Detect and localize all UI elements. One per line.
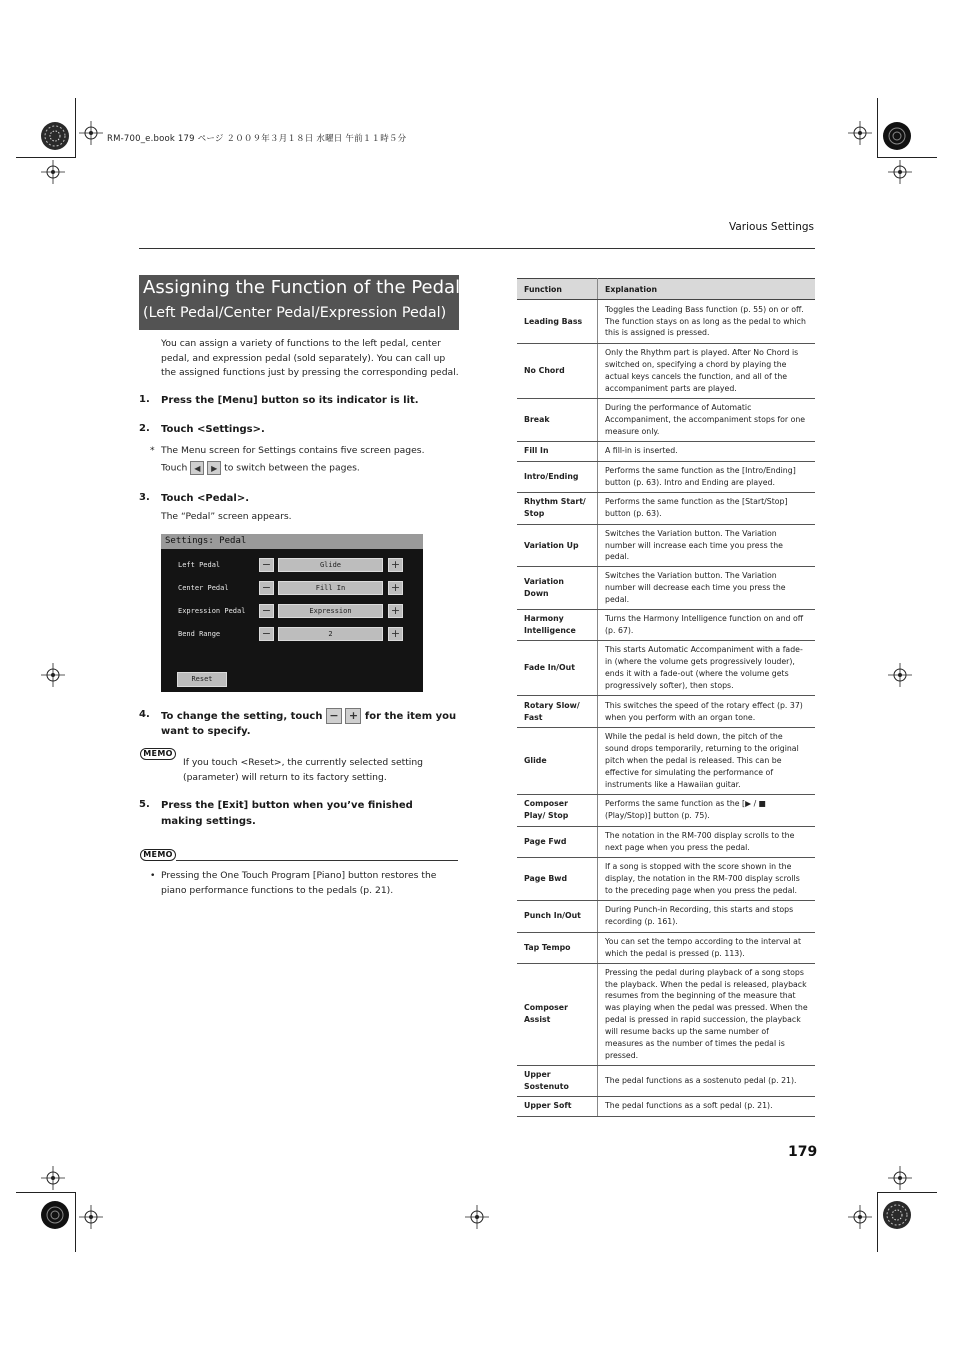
page-left-icon: ◀ [190,461,204,475]
function-name: Harmony Intelligence [517,610,598,641]
section-title: Assigning the Function of the Pedals [143,277,470,298]
function-name: Variation Down [517,567,598,610]
function-explanation: This starts Automatic Accompaniment with a fade-in (where the volume gets progressively louder), ends it with a fade-out (where the volume gets progressively softer), then stops. [598,641,816,696]
function-name: Upper Sostenuto [517,1065,598,1096]
table-row [517,696,815,728]
function-explanation: During Punch-in Recording, this starts and stops recording (p. 161). [598,900,816,932]
function-name: Punch In/Out [517,900,598,932]
intro-paragraph: You can assign a variety of functions to the left pedal, center pedal, and expression pedal (sold separately). You can call up the assigned functions just by pressing the corresponding pedal. [161,338,459,378]
table-row [517,857,815,900]
note-text: The Menu screen for Settings contains five screen pages. [161,445,425,456]
registration-mark [465,1205,489,1229]
function-explanation: Performs the same function as the [Intro/Ending] button (p. 63). Intro and Ending are played. [598,461,816,492]
table-row [517,1065,815,1096]
note-touch-word: Touch [161,462,188,474]
crop-mark [877,1192,878,1252]
note-text [161,461,461,476]
step-text: Press the [Menu] button so its indicator is lit. [161,395,419,406]
table-row [517,461,815,492]
table-row [517,641,815,696]
plus-icon: + [345,708,361,724]
minus-button[interactable]: − [259,604,274,618]
function-explanation: Switches the Variation button. The Variation number will decrease each time you press the pedal. [598,567,816,610]
registration-mark [888,663,912,687]
step-text: Touch <Pedal>. [161,493,250,504]
function-name: No Chord [517,344,598,399]
table-row [517,441,815,461]
setting-label: Bend Range [178,630,221,638]
registration-mark [79,1205,103,1229]
note-rest: to switch between the pages. [224,462,360,474]
crop-mark [75,98,76,158]
crop-mark [877,157,937,158]
function-explanation: If a song is stopped with the score shown in the display, the notation in the RM-700 display scrolls to the preceding page when you press the pedal. [598,857,816,900]
pedal-function-table [517,278,815,1117]
running-head: Various Settings [729,221,814,233]
file-stamp: RM-700_e.book 179 ページ ２００９年３月１８日 水曜日 午前１１時５分 [107,134,407,144]
table-header-function: Function [517,279,598,300]
step-number: 2. [139,423,150,434]
section-title-box [139,275,470,330]
plus-button[interactable]: + [388,581,403,595]
section-subtitle: (Left Pedal/Center Pedal/Expression Pedal) [143,305,447,321]
setting-value: Expression [278,604,383,618]
step-text-part: for the item you [364,711,457,722]
function-name: Variation Up [517,524,598,567]
memo-bullet: • [150,870,156,881]
function-explanation: This switches the speed of the rotary effect (p. 37) when you perform with an organ tone. [598,696,816,728]
function-name: Rotary Slow/ Fast [517,696,598,728]
table-header-row [517,279,815,300]
step-note: The “Pedal” screen appears. [161,511,292,522]
color-target-mark [882,121,912,151]
function-explanation: Pressing the pedal during playback of a song stops the playback. When the pedal is released, playback resumes from the beginning of the measure that was playing when the pedal was pressed. When the pedal is pressed in rapid succession, the playback will resume backs up the same number of measures as the number of times the pedal is pressed. [598,963,816,1065]
minus-button[interactable]: − [259,558,274,572]
step-text: Press the [Exit] button when you’ve finished making settings. [161,800,413,827]
function-name: Page Bwd [517,857,598,900]
function-explanation: Switches the Variation button. The Variation number will increase each time you press the pedal. [598,524,816,567]
table-row [517,728,815,795]
screen-title: Settings: Pedal [161,534,423,549]
registration-mark [888,160,912,184]
step-text [161,708,461,725]
table-row [517,900,815,932]
function-explanation: Toggles the Leading Bass function (p. 55) on or off. The function stays on as long as the pedal to which this is assigned is pressed. [598,300,816,344]
table-row [517,794,815,826]
function-explanation: Turns the Harmony Intelligence function on and off (p. 67). [598,610,816,641]
plus-button[interactable]: + [388,627,403,641]
plus-button[interactable]: + [388,604,403,618]
step-number: 4. [139,709,150,720]
function-name: Leading Bass [517,300,598,344]
crop-mark [16,1192,76,1193]
registration-mark [79,121,103,145]
step-number: 5. [139,799,150,810]
minus-button[interactable]: − [259,581,274,595]
step-text: want to specify. [161,726,251,737]
pedal-settings-screen [161,534,423,692]
table-row [517,932,815,963]
note-bullet: * [150,445,155,456]
step-number: 3. [139,492,150,503]
function-explanation: A fill-in is inserted. [598,441,816,461]
table-row [517,300,815,344]
table-header-explanation: Explanation [598,279,816,300]
function-explanation: Only the Rhythm part is played. After No Chord is switched on, specifying a chord by playing the actual keys cancels the function, and all of the accompaniment parts are played. [598,344,816,399]
table-row [517,826,815,857]
function-name: Composer Play/ Stop [517,794,598,826]
table-row [517,963,815,1065]
function-name: Tap Tempo [517,932,598,963]
setting-label: Center Pedal [178,584,229,592]
registration-mark [848,1205,872,1229]
function-name: Break [517,398,598,441]
color-target-mark [40,1200,70,1230]
registration-mark [41,663,65,687]
function-explanation: While the pedal is held down, the pitch of the sound drops temporarily, returning to the original pitch when the pedal is released. This can be effective for simulating the performance of instruments like a Hawaiian guitar. [598,728,816,795]
setting-value: Fill In [278,581,383,595]
memo-badge: MEMO [140,748,176,760]
minus-button[interactable]: − [259,627,274,641]
crop-mark [16,157,76,158]
step-text-part: To change the setting, touch [161,711,323,722]
setting-label: Expression Pedal [178,607,246,615]
registration-mark [848,121,872,145]
crop-mark [877,1192,937,1193]
setting-value: Glide [278,558,383,572]
setting-value: 2 [278,627,383,641]
function-name: Fill In [517,441,598,461]
memo-rule [176,860,458,861]
step-text: Touch <Settings>. [161,424,265,435]
function-explanation: Performs the same function as the [▶ / ■ (Play/Stop)] button (p. 75). [598,794,816,826]
crop-mark [877,98,878,158]
function-name: Composer Assist [517,963,598,1065]
registration-mark [41,160,65,184]
function-explanation: Performs the same function as the [Start/Stop] button (p. 63). [598,492,816,524]
table-row [517,1096,815,1116]
header-rule [139,248,815,249]
plus-button[interactable]: + [388,558,403,572]
registration-mark [41,1166,65,1190]
function-name: Rhythm Start/ Stop [517,492,598,524]
function-explanation: The pedal functions as a sostenuto pedal (p. 21). [598,1065,816,1096]
step-number: 1. [139,394,150,405]
function-name: Upper Soft [517,1096,598,1116]
reset-button[interactable]: Reset [177,672,227,687]
function-explanation: During the performance of Automatic Accompaniment, the accompaniment stops for one measure only. [598,398,816,441]
function-explanation: The pedal functions as a soft pedal (p. 21). [598,1096,816,1116]
setting-label: Left Pedal [178,561,221,569]
function-name: Fade In/Out [517,641,598,696]
page-right-icon: ▶ [207,461,221,475]
table-row [517,567,815,610]
table-row [517,344,815,399]
function-explanation: You can set the tempo according to the interval at which the pedal is pressed (p. 113). [598,932,816,963]
crop-mark [75,1192,76,1252]
minus-icon: − [326,708,342,724]
table-row [517,610,815,641]
function-name: Intro/Ending [517,461,598,492]
memo-text: Pressing the One Touch Program [Piano] button restores the piano performance functions to the pedals (p. 21). [161,870,437,896]
function-explanation: The notation in the RM-700 display scrolls to the next page when you press the pedal. [598,826,816,857]
table-row [517,492,815,524]
table-row [517,524,815,567]
registration-mark [888,1166,912,1190]
page-number: 179 [788,1144,818,1160]
function-name: Page Fwd [517,826,598,857]
table-row [517,398,815,441]
memo-text: If you touch <Reset>, the currently selected setting (parameter) will return to its factory setting. [183,757,424,783]
memo-badge: MEMO [140,849,176,861]
color-target-mark [40,121,70,151]
function-name: Glide [517,728,598,795]
color-target-mark [882,1200,912,1230]
